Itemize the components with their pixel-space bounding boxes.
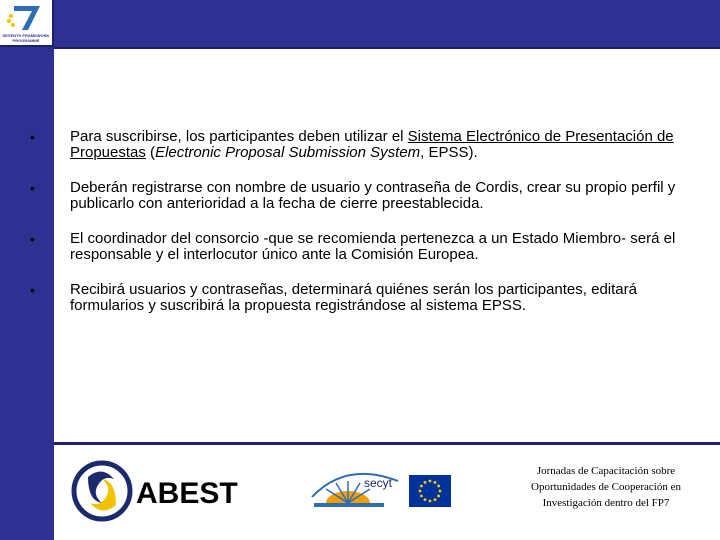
bullet-icon: • bbox=[30, 129, 35, 145]
header-band bbox=[54, 0, 720, 47]
bullet-text: Deberán registrarse con nombre de usuario y contraseña de Cordis, crear su propio perfil y publicarlo con anterioridad a la fecha de cierre preestablecida. bbox=[70, 179, 676, 212]
bullet-item bbox=[30, 179, 684, 212]
event-caption-line: Investigación dentro del FP7 bbox=[542, 497, 670, 509]
fp7-logo-text: SEVENTH FRAMEWORK PROGRAMME bbox=[2, 33, 50, 43]
bullet-text-post: , EPSS). bbox=[420, 144, 478, 161]
event-caption bbox=[506, 463, 706, 511]
event-caption-line: Oportunidades de Cooperación en bbox=[531, 481, 681, 493]
left-sidebar-band bbox=[0, 0, 54, 540]
bullet-list bbox=[30, 128, 684, 333]
bullet-item bbox=[30, 128, 684, 161]
bullet-icon: • bbox=[30, 231, 35, 247]
secyt-logo bbox=[306, 467, 402, 512]
abest-logo bbox=[70, 457, 245, 525]
bullet-icon: • bbox=[30, 282, 35, 298]
bullet-icon: • bbox=[30, 180, 35, 196]
bullet-item bbox=[30, 281, 684, 314]
bullet-item bbox=[30, 230, 684, 263]
fp7-logo-icon bbox=[0, 0, 52, 34]
bullet-text: Recibirá usuarios y contraseñas, determinará quiénes serán los participantes, editará formularios y suscribirá la propuesta registrándose al sistema EPSS. bbox=[70, 281, 637, 314]
abest-logo-text: ABEST bbox=[136, 477, 238, 510]
secyt-logo-base bbox=[314, 503, 384, 507]
secyt-logo-text: secyt bbox=[364, 476, 393, 490]
abest-logo-ring bbox=[74, 463, 130, 519]
bullet-text-italic: Electronic Proposal Submission System bbox=[155, 144, 421, 161]
event-caption-line: Jornadas de Capacitación sobre bbox=[536, 465, 676, 477]
bullet-text: El coordinador del consorcio -que se recomienda pertenezca a un Estado Miembro- será el responsable y el interlocutor único ante la Comisión Europea. bbox=[70, 230, 676, 263]
epss-link[interactable]: Sistema Electrónico de Presentación de Propuestas bbox=[70, 128, 674, 161]
bullet-text-mid: ( bbox=[145, 144, 156, 161]
slide-content bbox=[30, 49, 720, 442]
bullet-text-pre: Para suscribirse, los participantes deben utilizar el bbox=[70, 128, 408, 145]
fp7-logo bbox=[0, 0, 54, 47]
eu-flag-icon bbox=[409, 475, 451, 507]
footer bbox=[54, 445, 720, 540]
